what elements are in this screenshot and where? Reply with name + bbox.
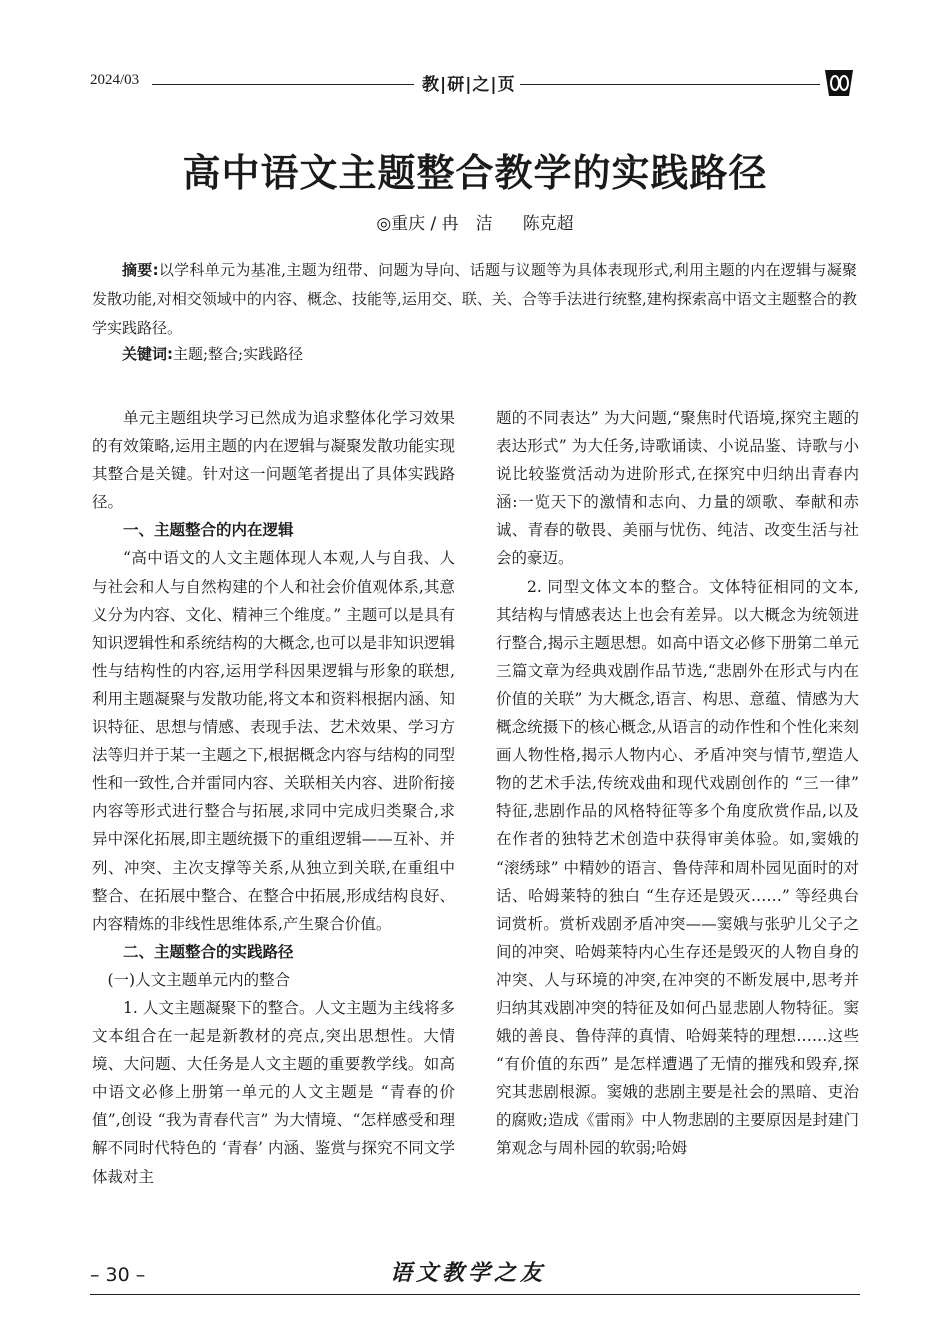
abstract-label: 摘要: xyxy=(122,261,159,279)
keywords xyxy=(92,341,857,367)
paragraph: “高中语文的人文主题体现人本观,人与自我、人与社会和人与自然构建的个人和社会价值观体系,其意义分为内容、文化、精神三个维度。” 主题可以是具有知识逻辑性和系统结构的大概念,也可以是非知识逻辑性与结构性的内容,运用学科因果逻辑与形象的联想,利用主题凝聚与发散功能,将文本和资料根据内涵、知识特征、思想与情感、表现手法、艺术效果、学习方法等归并于某一主题之下,根据概念内容与结构的同型性和一致性,合并雷同内容、关联相关内容、进阶衔接内容等形式进行整合与拓展,求同中完成归类聚合,求异中深化拓展,即主题统摄下的重组逻辑——互补、并列、冲突、主次支撑等关系,从独立到关联,在重组中整合、在拓展中整合、在整合中拓展,形成结构良好、内容精炼的非线性思维体系,产生聚合价值。 xyxy=(92,549,455,933)
section-heading: 二、主题整合的实践路径 xyxy=(123,942,294,961)
paragraph: 2. 同型文体文本的整合。文体特征相同的文本,其结构与情感表达上也会有差异。以大概念为统领进行整合,揭示主题思想。如高中语文必修下册第二单元三篇文章为经典戏剧作品节选,“悲剧外在形式与内在价值的关联” 为大概念,语言、构思、意蕴、情感为大概念统摄下的核心概念,从语言的动作性和个性化来刻画人物性格,揭示人物内心、矛盾冲突与情节,塑造人物的艺术手法,传统戏曲和现代戏剧创作的 “三一律” 特征,悲剧作品的风格特征等多个角度欣赏作品,以及在作者的独特艺术创造中获得审美体验。如,窦娥的 “滚绣球” 中精妙的语言、鲁侍萍和周朴园见面时的对话、哈姆莱特的独白 “生存还是毁灭……” 等经典台词赏析。赏析戏剧矛盾冲突——窦娥与张驴儿父子之间的冲突、哈姆莱特内心生存还是毁灭的人物自身的冲突、人与环境的冲突,在冲突的不断发展中,思考并归纳其戏剧冲突的特征及如何凸显悲剧人物特征。窦娥的善良、鲁侍萍的真情、哈姆莱特的理想……这些 “有价值的东西” 是怎样遭遇了无情的摧残和毁弃,探究其悲剧根源。窦娥的悲剧主要是社会的黑暗、吏治的腐败;造成《雷雨》中人物悲剧的主要原因是封建门第观念与周朴园的软弱;哈姆 xyxy=(496,577,859,1158)
header-rule-right xyxy=(520,84,820,85)
footer-rule xyxy=(90,1294,860,1295)
keywords-text: 主题;整合;实践路径 xyxy=(173,345,304,363)
section-heading: 一、主题整合的内在逻辑 xyxy=(123,521,294,540)
header-rule-left xyxy=(152,84,414,85)
journal-logo-icon xyxy=(823,66,857,98)
magazine-name: 语文教学之友 xyxy=(390,1260,547,1286)
subsection-heading xyxy=(92,966,455,994)
body-column-left xyxy=(92,404,455,1191)
abstract-text: 以学科单元为基准,主题为纽带、问题为导向、话题与议题等为具体表现形式,利用主题的内在逻辑与凝聚发散功能,对相交领域中的内容、概念、技能等,运用交、联、关、合等手法进行统整,建构探索高中语文主题整合的教学实践路径。 xyxy=(92,261,857,337)
paragraph: 题的不同表达” 为大问题,“聚焦时代语境,探究主题的表达形式” 为大任务,诗歌诵读、小说品鉴、诗歌与小说比较鉴赏活动为进阶形式,在探究中归纳出青春内涵:一览天下的激情和志向、力量的颂歌、奉献和赤诚、青春的敬畏、美丽与忧伤、纯洁、改变生活与社会的豪迈。 xyxy=(496,409,859,568)
keywords-label: 关键词: xyxy=(122,345,173,363)
body-column-right xyxy=(496,404,859,1163)
abstract xyxy=(92,256,857,343)
subsection-heading-text: (一)人文主题单元内的整合 xyxy=(107,970,291,989)
paragraph: 单元主题组块学习已然成为追求整体化学习效果的有效策略,运用主题的内在逻辑与凝聚发散功能实现其整合是关键。针对这一问题笔者提出了具体实践路径。 xyxy=(92,409,455,512)
author-line xyxy=(0,209,950,234)
page-number: – 30 – xyxy=(90,1264,146,1286)
author-primary: ◎重庆 / 冉 洁 xyxy=(376,214,493,234)
column-name: 教|研|之|页 xyxy=(422,75,516,95)
issue-date: 2024/03 xyxy=(90,72,140,88)
author-secondary: 陈克超 xyxy=(522,214,574,234)
paragraph: 1. 人文主题凝聚下的整合。人文主题为主线将多文本组合在一起是新教材的亮点,突出思想性。大情境、大问题、大任务是人文主题的重要教学线。如高中语文必修上册第一单元的人文主题是 “青春的价值”,创设 “我为青春代言” 为大情境、“怎样感受和理解不同时代特色的 ‘青春’ 内涵、鉴赏与探究不同文学体裁对主 xyxy=(92,998,455,1186)
article-title: 高中语文主题整合教学的实践路径 xyxy=(182,150,768,195)
